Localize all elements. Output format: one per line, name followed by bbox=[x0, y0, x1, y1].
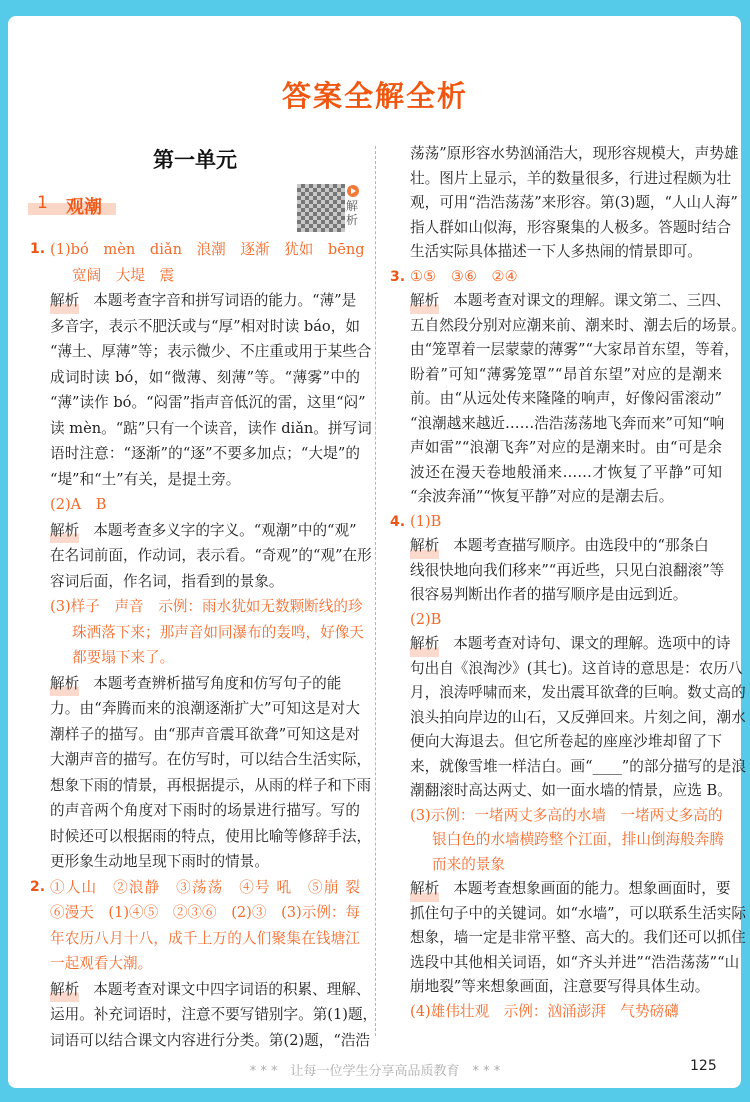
qr-code[interactable] bbox=[297, 184, 345, 232]
play-icon[interactable] bbox=[347, 185, 359, 197]
text-line bbox=[30, 1028, 371, 1054]
text-line bbox=[30, 390, 366, 416]
text-line bbox=[390, 877, 731, 902]
analysis-block bbox=[390, 877, 746, 1000]
analysis-label: 解析 bbox=[50, 977, 79, 1003]
analysis-label: 解析 bbox=[410, 289, 439, 314]
line-text: 本题考查对课文的理解。课文第二、三四、 bbox=[453, 292, 731, 309]
text-line bbox=[30, 722, 360, 748]
line-text: 语时注意：“逐渐”的“逐”不要多加点；“大堤”的 bbox=[50, 445, 360, 462]
line-text: 本题考查描写顺序。由选段中的“那条白 bbox=[453, 537, 709, 554]
line-text: 读 mèn。“踮”只有一个读音，读作 diǎn。拼写词 bbox=[50, 419, 372, 437]
question-number: 2. bbox=[30, 878, 46, 895]
line-text: 多音字，表示不肥沃或与“厚”相对时读 báo，如 bbox=[50, 317, 360, 335]
answer-block bbox=[390, 265, 722, 290]
line-text: “薄土、厚薄”等；表示微少、不庄重或用于某些合 bbox=[50, 343, 372, 360]
analysis-block bbox=[30, 288, 372, 492]
analysis-block bbox=[390, 534, 725, 608]
answer-block bbox=[390, 510, 722, 535]
text-line bbox=[390, 436, 722, 461]
line-text: 线很快地向我们移来”“再近些，只见白浪翻滚”等 bbox=[410, 561, 725, 579]
line-text: 由“笼罩着一层蒙蒙的薄雾”“大家昂首东望，等着， bbox=[410, 341, 739, 358]
line-text: 声如雷”“浪潮飞奔”对应的是潮来时。由“可是余 bbox=[410, 439, 722, 456]
footer-slogan: * * * 让每一位学生分享高品质教育 * * * bbox=[249, 1064, 501, 1079]
qr-label: 解析 bbox=[346, 199, 359, 227]
analysis-block bbox=[390, 289, 746, 510]
column-divider bbox=[375, 146, 376, 1036]
text-line bbox=[390, 265, 722, 290]
line-text: 而来的景象 bbox=[432, 855, 505, 873]
text-line bbox=[30, 696, 360, 722]
text-line bbox=[30, 900, 360, 926]
text-line bbox=[390, 755, 746, 780]
line-text: 成词时读 bó，如“微薄、刻薄”等。“薄雾”中的 bbox=[50, 368, 360, 386]
line-text: 波还在漫天卷地般涌来……才恢复了平静”可知 bbox=[410, 463, 722, 481]
text-line bbox=[390, 412, 725, 437]
line-text: 一起观看大潮。 bbox=[50, 955, 153, 972]
text-line bbox=[30, 645, 360, 671]
text-line bbox=[30, 492, 360, 518]
text-line bbox=[390, 289, 731, 314]
text-line bbox=[390, 485, 722, 510]
line-text: “余波奔涌”“恢复平静”对应的是潮去后。 bbox=[410, 488, 674, 505]
text-line bbox=[390, 191, 738, 216]
text-line bbox=[30, 263, 360, 289]
question-number: 4. bbox=[390, 513, 406, 530]
line-text: 便向大海退去。但它所卷起的座座沙堆却留了下 bbox=[410, 733, 722, 750]
text-line bbox=[390, 730, 722, 755]
line-text: 月，浪涛呼啸而来，发出震耳欲聋的巨响。数丈高的 bbox=[410, 684, 746, 701]
text-line bbox=[30, 747, 372, 773]
line-text: 五自然段分别对应潮来前、潮来时、潮去后的场景。 bbox=[410, 316, 746, 334]
text-line bbox=[30, 773, 372, 799]
line-text: 珠洒落下来；那声音如同瀑布的轰鸣，好像天 bbox=[72, 623, 364, 641]
line-text: 宽阔 大堤 震 bbox=[72, 266, 175, 284]
line-text: 生活实际具体描述一下人多热闹的情景即可。 bbox=[410, 243, 702, 260]
line-text: 浪头拍向岸边的山石，又反弹回来。片刻之间，潮水 bbox=[410, 708, 746, 726]
text-line bbox=[390, 559, 725, 584]
answer-block bbox=[390, 804, 722, 878]
line-text: “薄”读作 bó。“闷雷”指声音低沉的雷，这里“闷” bbox=[50, 394, 366, 411]
analysis-label: 解析 bbox=[410, 534, 439, 559]
text-line bbox=[30, 798, 360, 824]
analysis-label: 解析 bbox=[50, 671, 79, 697]
line-text: 壮。图片上显示，羊的数量很多，行进过程颇为壮 bbox=[410, 169, 732, 187]
analysis-block bbox=[30, 518, 372, 595]
line-text: “堤”和“土”有关，是提土旁。 bbox=[50, 470, 241, 488]
line-text: 崩地裂”等来想象画面，注意要写得具体生动。 bbox=[410, 978, 710, 995]
text-line bbox=[390, 828, 722, 853]
line-text: ①⑤ ③⑥ ②④ bbox=[410, 267, 518, 285]
text-line bbox=[390, 461, 722, 486]
analysis-block bbox=[30, 977, 378, 1054]
line-text: 本题考查字音和拼写词语的能力。“薄”是 bbox=[93, 292, 357, 309]
text-line bbox=[390, 632, 731, 657]
text-line bbox=[30, 594, 363, 620]
text-line bbox=[30, 288, 360, 314]
text-line bbox=[30, 365, 360, 391]
line-text: 年农历八月十八，成千上万的人们聚集在钱塘江 bbox=[50, 929, 360, 947]
text-line bbox=[390, 338, 739, 363]
text-line bbox=[30, 314, 360, 340]
line-text: 想象下雨的情景，再根据提示，从雨的样子和下雨 bbox=[50, 776, 372, 794]
line-text: (4)雄伟壮观 示例：汹涌澎湃 气势磅礴 bbox=[410, 1002, 679, 1020]
line-text: 词语可以结合课文内容进行分类。第(2)题，“浩浩 bbox=[50, 1031, 371, 1049]
line-text: (2)A B bbox=[50, 496, 107, 513]
text-line bbox=[390, 240, 722, 265]
text-line bbox=[30, 824, 372, 850]
text-line bbox=[390, 706, 746, 731]
text-line bbox=[30, 569, 360, 595]
text-line bbox=[390, 583, 722, 608]
page-title: 答案全解全析 bbox=[281, 79, 468, 113]
page-number: 125 bbox=[690, 1058, 717, 1074]
line-text: 前。由“从远处传来隆隆的响声，好像闷雷滚动” bbox=[410, 390, 722, 407]
text-line bbox=[390, 1000, 722, 1025]
question-number: 1. bbox=[30, 241, 46, 257]
text-line bbox=[390, 314, 746, 339]
text-line bbox=[30, 849, 360, 875]
analysis-block bbox=[390, 142, 739, 265]
text-line bbox=[390, 975, 722, 1000]
line-text: 的声音两个角度对下雨时的场景进行描写。写的 bbox=[50, 802, 360, 819]
text-line bbox=[390, 657, 743, 682]
line-text: 运用。补充词语时，注意不要写错别字。第(1)题， bbox=[50, 1006, 378, 1023]
answer-block bbox=[30, 492, 360, 518]
line-text: 很容易判断出作者的描写顺序是由远到近。 bbox=[410, 586, 688, 603]
line-text: 来，就像雪堆一样洁白。画“____”的部分描写的是浪 bbox=[410, 757, 746, 775]
text-line bbox=[390, 951, 740, 976]
text-line bbox=[390, 608, 722, 633]
text-line bbox=[390, 142, 739, 167]
analysis-label: 解析 bbox=[50, 518, 79, 544]
line-text: 盼着”可知“薄雾笼罩”“昂首东望”对应的是潮来 bbox=[410, 365, 722, 383]
text-line bbox=[390, 534, 722, 559]
answer-block bbox=[30, 237, 365, 288]
analysis-block bbox=[390, 632, 746, 804]
text-line bbox=[30, 926, 360, 952]
line-text: 在名词前面，作动词，表示看。“奇观”的“观”在形 bbox=[50, 547, 372, 564]
line-text: 潮翻滚时高达两丈、如一面水墙的情景，应选 B。 bbox=[410, 782, 732, 799]
answer-block bbox=[30, 875, 360, 977]
line-text: 容词后面，作名词，指看到的景象。 bbox=[50, 572, 284, 590]
text-line bbox=[390, 779, 732, 804]
line-text: 抓住句子中的关键词。如“水墙”，可以联系生活实际 bbox=[410, 904, 746, 922]
lesson-number: 1 bbox=[37, 193, 48, 213]
line-text: 本题考查想象画面的能力。想象画面时，要 bbox=[453, 880, 731, 897]
text-line bbox=[390, 363, 722, 388]
text-line bbox=[30, 416, 372, 442]
analysis-label: 解析 bbox=[410, 877, 439, 902]
line-text: 大潮声音的描写。在仿写时，可以结合生活实际， bbox=[50, 751, 372, 768]
line-text: 荡荡”原形容水势汹涌浩大，现形容规模大，声势雄 bbox=[410, 145, 739, 162]
line-text: 本题考查对诗句、课文的理解。选项中的诗 bbox=[453, 635, 731, 652]
line-text: (1)bó mèn diǎn 浪潮 逐渐 犹如 bēng bbox=[50, 241, 365, 258]
line-text: 想象，墙一定是非常平整、高大的。我们还可以抓住 bbox=[410, 929, 746, 946]
text-line bbox=[30, 339, 372, 365]
right-column bbox=[390, 142, 746, 1024]
line-text: ⑥漫天 (1)④⑤ ②③⑥ (2)③ (3)示例：每 bbox=[50, 904, 361, 921]
line-text: 都要塌下来了。 bbox=[72, 649, 175, 666]
text-line bbox=[30, 951, 360, 977]
answer-block bbox=[390, 1000, 722, 1025]
text-line bbox=[30, 518, 360, 544]
line-text: 本题考查对课文中四字词语的积累、理解、 bbox=[93, 980, 371, 998]
line-text: 银白色的水墙横跨整个江面，排山倒海般奔腾 bbox=[432, 831, 724, 848]
left-column bbox=[30, 237, 378, 1053]
analysis-block bbox=[30, 671, 372, 875]
line-text: 指人群如山似海，形容聚集的人极多。答题时结合 bbox=[410, 218, 732, 236]
text-line bbox=[390, 681, 746, 706]
line-text: (3)示例：一堵两丈多高的水墙 一堵两丈多高的 bbox=[410, 806, 723, 824]
text-line bbox=[390, 902, 746, 927]
text-line bbox=[390, 804, 722, 829]
line-text: (1)B bbox=[410, 512, 442, 530]
line-text: 更形象生动地呈现下雨时的情景。 bbox=[50, 853, 269, 870]
analysis-label: 解析 bbox=[410, 632, 439, 657]
text-line bbox=[390, 510, 722, 535]
answer-block bbox=[390, 608, 722, 633]
text-line bbox=[30, 467, 360, 493]
line-text: 力。由“奔腾而来的浪潮逐渐扩大”可知这是对大 bbox=[50, 700, 360, 717]
line-text: ①人山 ②浪静 ③荡荡 ④号 吼 ⑤崩 裂 bbox=[50, 878, 360, 896]
text-line bbox=[30, 620, 364, 646]
text-line bbox=[390, 387, 722, 412]
lesson-heading bbox=[28, 193, 116, 217]
line-text: 本题考查辨析描写角度和仿写句子的能 bbox=[93, 674, 342, 692]
text-line bbox=[390, 167, 732, 192]
line-text: 时候还可以根据雨的特点，使用比喻等修辞手法， bbox=[50, 827, 372, 845]
line-text: (3)样子 声音 示例：雨水犹如无数颗断线的珍 bbox=[50, 598, 363, 615]
text-line bbox=[30, 441, 360, 467]
text-line bbox=[30, 1002, 378, 1028]
text-line bbox=[30, 875, 360, 901]
line-text: “浪潮越来越近……浩浩荡荡地飞奔而来”可知“响 bbox=[410, 414, 725, 432]
line-text: 选段中其他相关词语，如“齐头并进”“浩浩荡荡”“山 bbox=[410, 953, 740, 971]
line-text: 潮样子的描写。由“那声音震耳欲聋”可知这是对 bbox=[50, 725, 360, 743]
text-line bbox=[30, 671, 360, 697]
line-text: 句出自《浪淘沙》(其七)。这首诗的意思是：农历八 bbox=[410, 659, 743, 677]
answer-block bbox=[30, 594, 364, 671]
text-line bbox=[30, 237, 365, 263]
text-line bbox=[30, 977, 371, 1003]
text-line bbox=[390, 853, 722, 878]
unit-title: 第一单元 bbox=[153, 148, 237, 172]
analysis-label: 解析 bbox=[50, 288, 79, 314]
lesson-name: 观潮 bbox=[66, 197, 102, 218]
text-line bbox=[390, 216, 732, 241]
line-text: 观，可用“浩浩荡荡”来形容。第(3)题，“人山人海” bbox=[410, 194, 738, 211]
line-text: (2)B bbox=[410, 610, 442, 628]
text-line bbox=[30, 543, 372, 569]
question-number: 3. bbox=[390, 268, 406, 285]
text-line bbox=[390, 926, 746, 951]
line-text: 本题考查多义字的字义。“观潮”中的“观” bbox=[93, 521, 357, 539]
